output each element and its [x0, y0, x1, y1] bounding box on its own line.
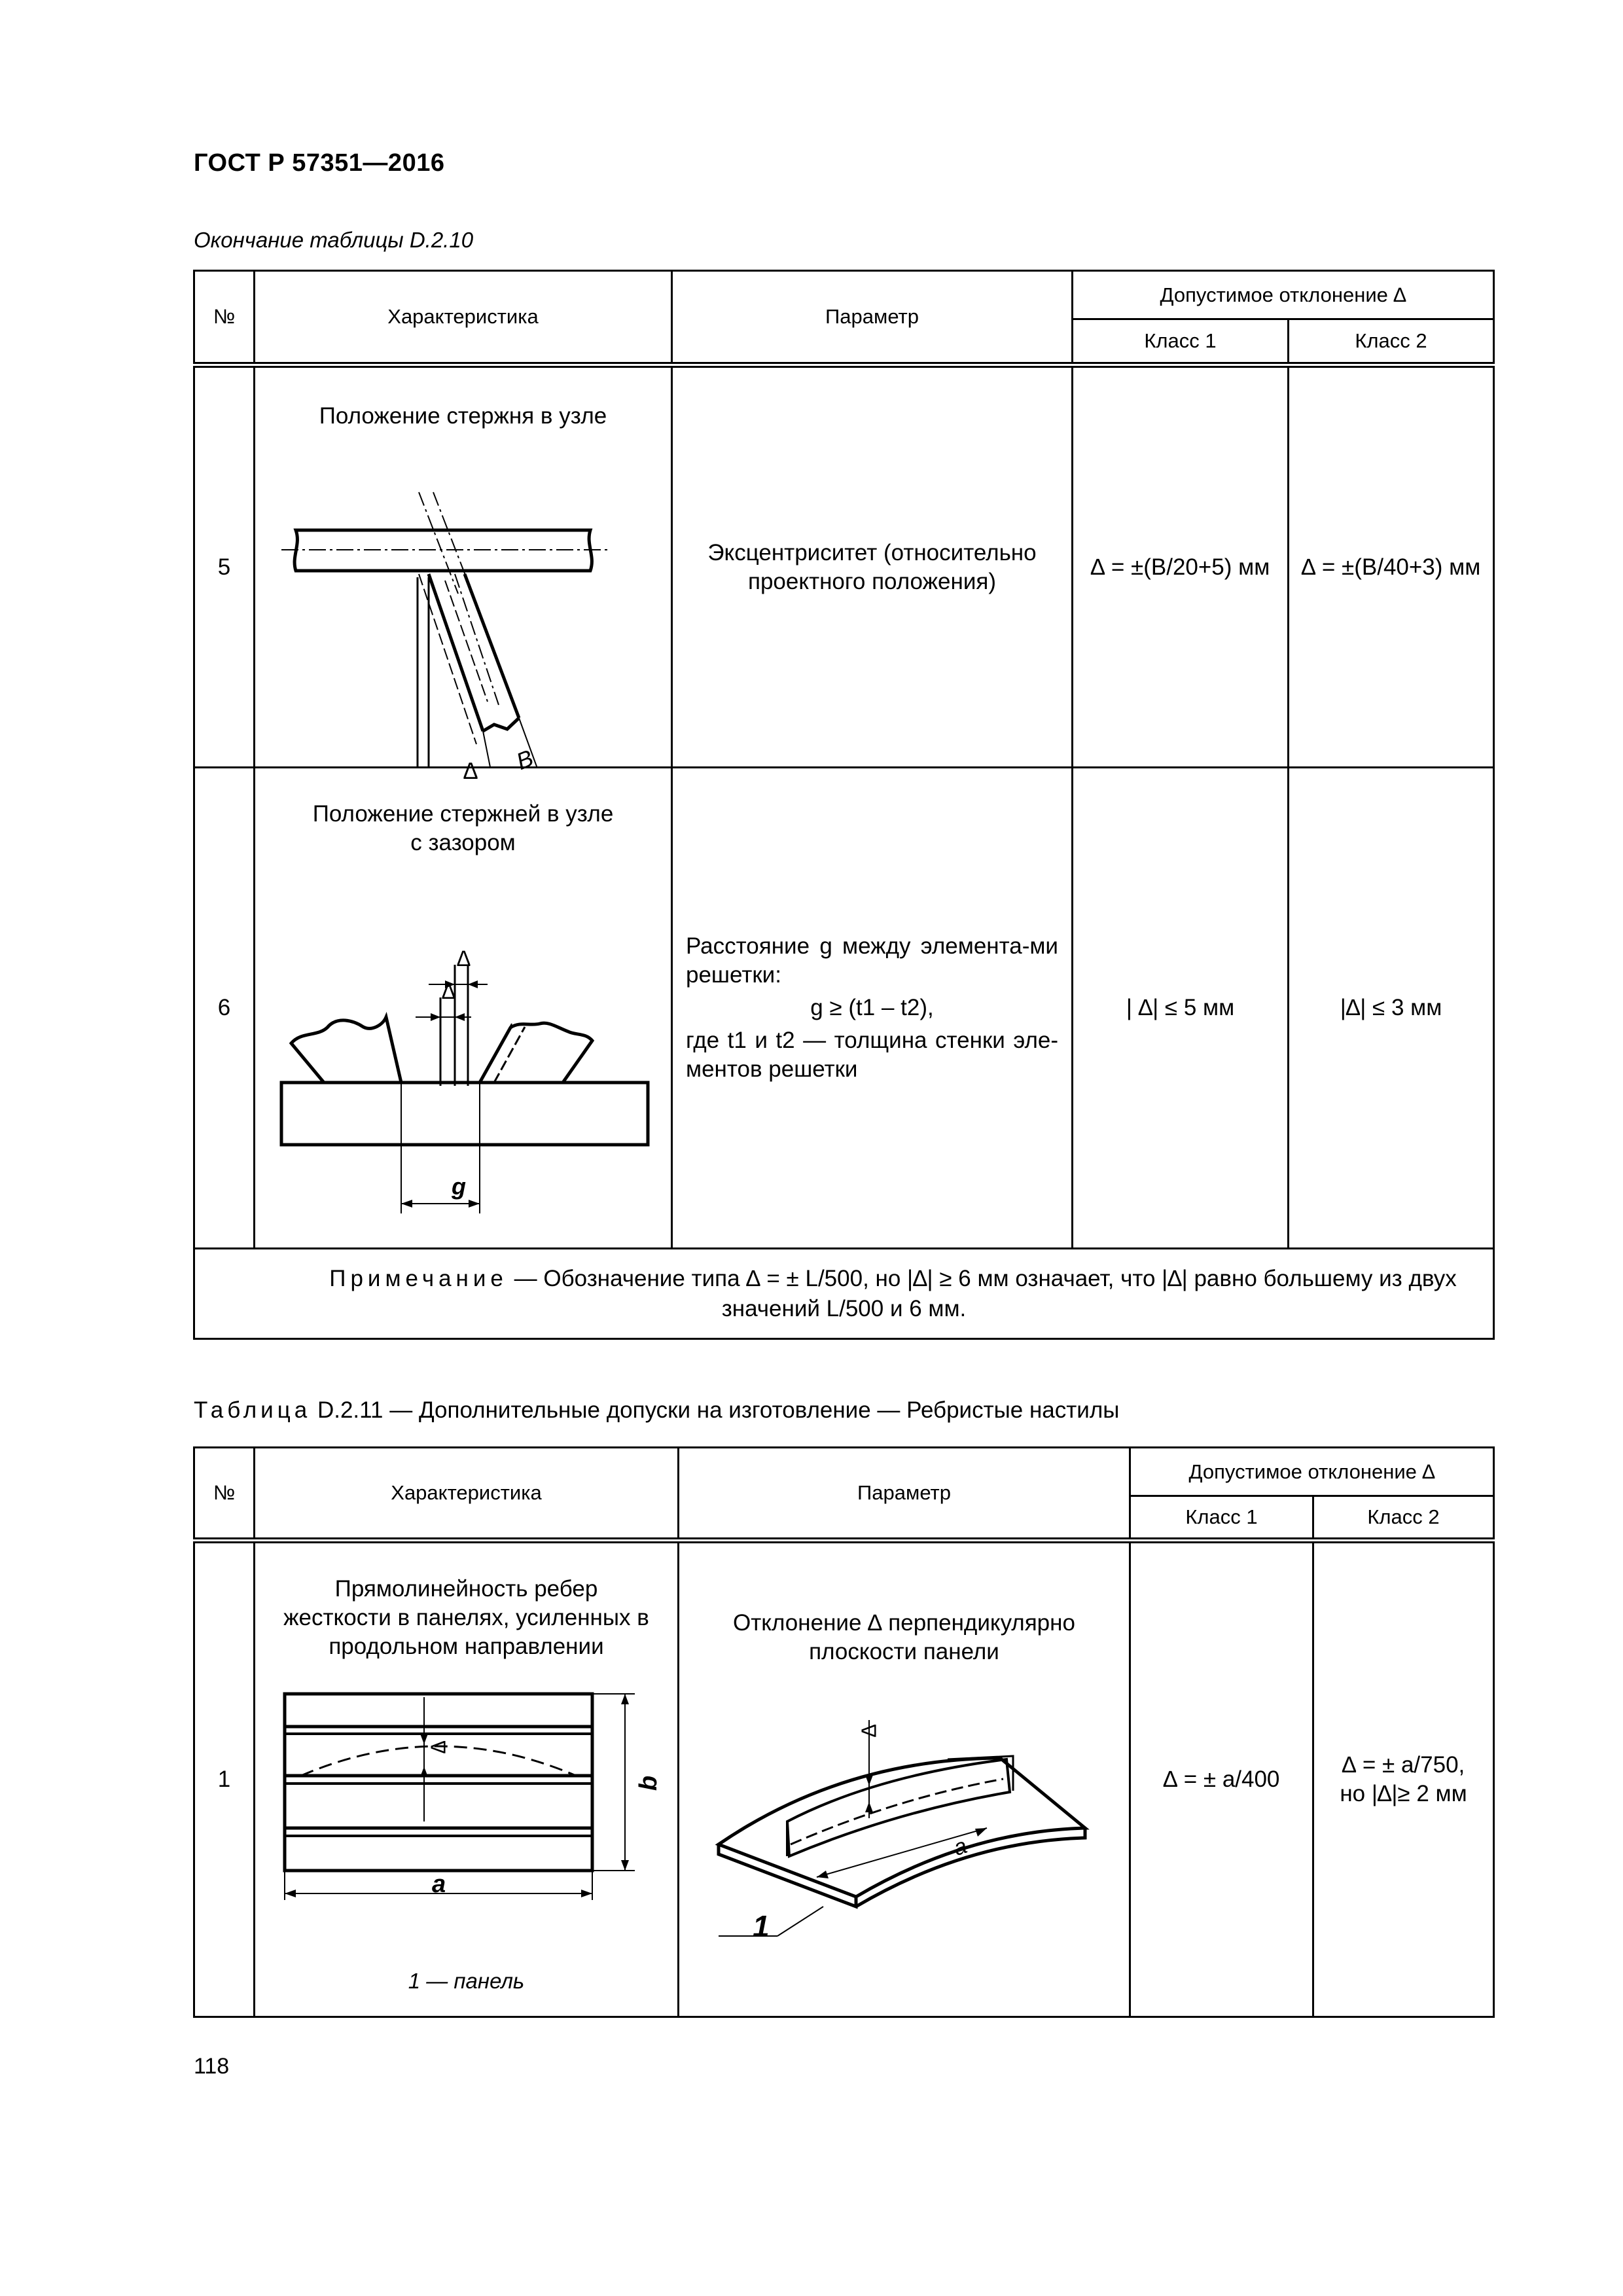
parameter-text-line1: Расстояние g между элемента-ми решетки:: [686, 933, 1058, 988]
characteristic-cell: [255, 768, 672, 1249]
col-header-tolerance: Допустимое отклонение ∆: [1130, 1448, 1494, 1496]
class1-value: ∆ = ±(B/20+5) мм: [1073, 365, 1289, 768]
class2-value-line1: ∆ = ± a/750,: [1342, 1752, 1465, 1778]
b-label: B: [512, 744, 537, 776]
table-d-2-10: [193, 270, 1495, 1340]
table-d-2-11: [193, 1446, 1495, 2018]
characteristic-title-line2: с зазором: [410, 830, 516, 855]
class2-value: ∆ = ±(B/40+3) мм: [1289, 365, 1494, 768]
parameter-text: Эксцентриситет (относительно проектного положения): [707, 539, 1037, 594]
table-caption-text: D.2.11 — Дополнительные допуски на изготовление — Ребристые настилы: [317, 1397, 1120, 1423]
table-row: [194, 1541, 1494, 2017]
parameter-text: Отклонение ∆ перпендикулярно плоскости панели: [733, 1610, 1075, 1664]
row-number: 1: [194, 1541, 255, 2017]
col-header-characteristic: Характеристика: [255, 271, 672, 365]
col-header-class1: Класс 1: [1073, 319, 1289, 365]
class2-value-line2: но |∆|≥ 2 мм: [1340, 1781, 1467, 1806]
figure-caption: 1 — панель: [408, 1969, 525, 1993]
col-header-parameter: Параметр: [672, 271, 1073, 365]
page-number: 118: [194, 2054, 230, 2079]
characteristic-cell: [255, 365, 672, 784]
characteristic-cell: [255, 1541, 679, 2017]
delta-label: ∆: [463, 757, 478, 784]
parameter-text-line2: где t1 и t2 — толщина стенки эле-ментов решетки: [686, 1028, 1058, 1082]
note-label: Примечание: [329, 1265, 508, 1291]
a-label: a: [950, 1833, 971, 1861]
col-header-characteristic: Характеристика: [255, 1448, 679, 1541]
characteristic-title-line1: Положение стержней в узле: [312, 801, 614, 827]
table-caption: [194, 1397, 1119, 1424]
parameter-cell: [672, 768, 1073, 1249]
delta-label-top: ∆: [457, 946, 471, 971]
note-text: — Обозначение типа ∆ = ± L/500, но |∆| ≥ 6 мм означает, что |∆| равно большему из двух значений L/500 и 6 мм.: [514, 1265, 1457, 1321]
table-caption-label: Таблица: [194, 1397, 312, 1423]
panel-marker-label: 1: [753, 1909, 770, 1943]
document-id: ГОСТ Р 57351—2016: [194, 149, 445, 177]
class1-value: | ∆| ≤ 5 мм: [1073, 768, 1289, 1249]
class2-value: |∆| ≤ 3 мм: [1289, 768, 1494, 1249]
panel-isometric-figure: [679, 1720, 1131, 2008]
col-header-class2: Класс 2: [1313, 1496, 1494, 1541]
characteristic-title: Положение стержня в узле: [319, 403, 607, 429]
table-row: [194, 768, 1494, 1249]
characteristic-title: Прямолинейность ребер жесткости в панелях, усиленных в продольном направлении: [283, 1576, 649, 1659]
table-note-row: [194, 1249, 1494, 1339]
g-label: g: [452, 1173, 466, 1200]
parameter-cell: [679, 1541, 1130, 2017]
parameter-cell: [672, 365, 1073, 768]
class2-value: [1313, 1541, 1494, 2017]
rod-position-figure: [255, 446, 673, 767]
delta-label: ∆: [857, 1724, 881, 1738]
table-row: [194, 365, 1494, 768]
table-continuation-caption: Окончание таблицы D.2.10: [194, 228, 474, 252]
b-label: b: [635, 1775, 663, 1791]
parameter-formula: g ≥ (t1 – t2),: [810, 995, 934, 1020]
col-header-no: №: [194, 1448, 255, 1541]
table-note: [194, 1249, 1494, 1339]
row-number: 6: [194, 768, 255, 1249]
row-number: 5: [194, 365, 255, 768]
delta-label: ∆: [426, 1740, 450, 1754]
panel-plan-figure: [255, 1684, 679, 1900]
col-header-class2: Класс 2: [1289, 319, 1494, 365]
col-header-tolerance: Допустимое отклонение ∆: [1073, 271, 1494, 319]
class1-value: ∆ = ± a/400: [1130, 1541, 1313, 2017]
col-header-parameter: Параметр: [679, 1448, 1130, 1541]
a-label: a: [432, 1871, 446, 1898]
col-header-class1: Класс 1: [1130, 1496, 1313, 1541]
delta-label-lower: ∆: [442, 979, 455, 1004]
col-header-no: №: [194, 271, 255, 365]
